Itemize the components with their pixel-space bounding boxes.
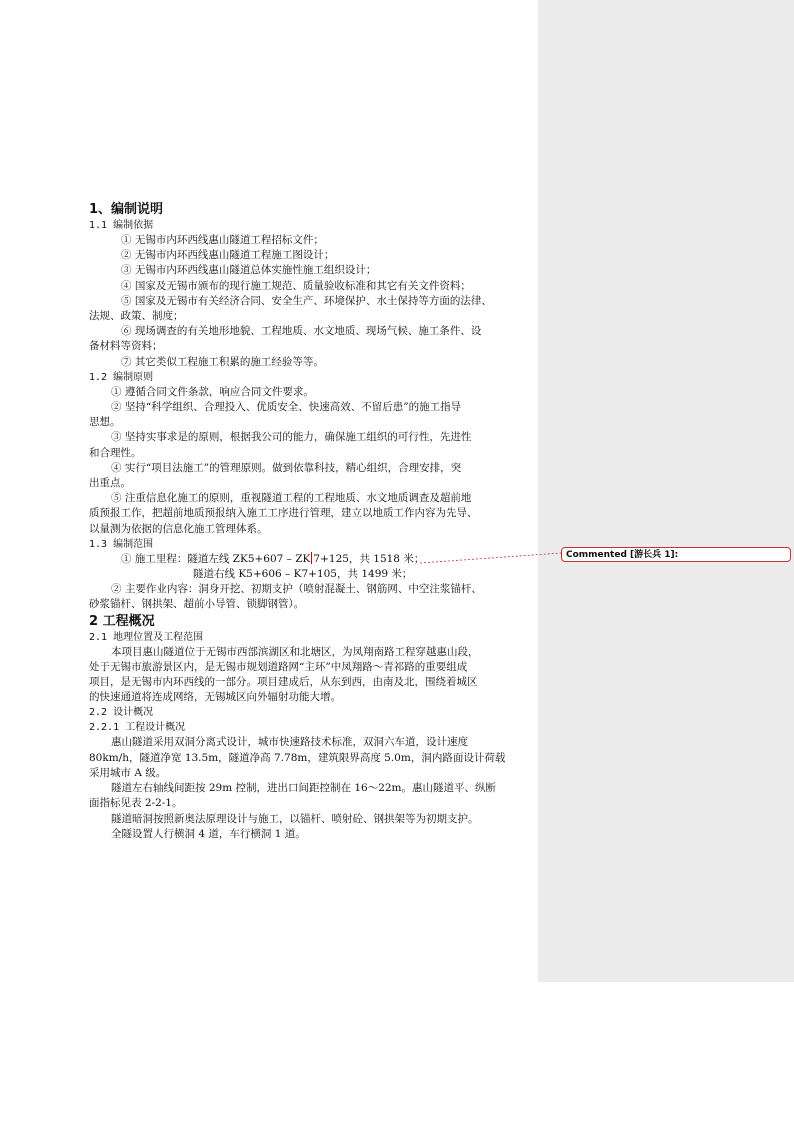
- comment-box[interactable]: [561, 547, 791, 562]
- basis-item: ③ 无锡市内环西线惠山隧道总体实施性施工组织设计；: [121, 264, 377, 277]
- location-paragraph-line: 的快速通道将连成网络，无锡城区向外辐射功能大增。: [89, 691, 341, 704]
- design-paragraph: 隧道暗洞按照新奥法原理设计与施工，以锚杆、喷射砼、钢拱架等为初期支护。: [111, 812, 479, 825]
- principle-item: ⑤ 注重信息化施工的原则，重视隧道工程的工程地质、水文地质调查及超前地: [111, 492, 472, 505]
- scope-right-line: 隧道右线 K5+606 – K7+105，共 1499 米；: [193, 568, 413, 581]
- document-body: [89, 201, 533, 842]
- principle-item-continued: 出重点。: [89, 477, 131, 490]
- basis-item: ④ 国家及无锡市颁布的现行施工规范、质量验收标准和其它有关文件资料；: [121, 279, 471, 292]
- scope-work-content: ② 主要作业内容：洞身开挖、初期支护（喷射混凝土、钢筋网、中空注浆锚杆、: [111, 583, 482, 596]
- basis-item: ⑦ 其它类似工程施工积累的施工经验等等。: [121, 355, 324, 368]
- heading-1-2: 1.2 编制原则: [89, 371, 154, 383]
- principle-item-continued: 以量测为依据的信息化施工管理体系。: [89, 522, 268, 535]
- design-paragraph-line: 80km/h，隧道净宽 13.5m，隧道净高 7.78m，建筑限界高度 5.0m，洞内路面设计荷载: [89, 751, 506, 764]
- scope-left-a: ① 施工里程：隧道左线 ZK5+607 – ZK: [121, 552, 311, 565]
- basis-item: ② 无锡市内环西线惠山隧道工程施工图设计；: [121, 249, 335, 262]
- principle-item-continued: 思想。: [89, 416, 121, 429]
- design-paragraph: 全隧设置人行横洞 4 道，车行横洞 1 道。: [111, 827, 306, 840]
- principle-item: ② 坚持“科学组织、合理投入、优质安全、快速高效、不留后患”的施工指导: [111, 401, 462, 414]
- basis-item: ① 无锡市内环西线惠山隧道工程招标文件；: [121, 234, 324, 246]
- heading-2-2-1: 2.2.1 工程设计概况: [89, 722, 186, 734]
- design-paragraph: 隧道左右轴线间距按 29m 控制，进出口间距控制在 16～22m。惠山隧道平、纵断: [111, 782, 497, 795]
- basis-item: ⑥ 现场调查的有关地形地貌、工程地质、水文地质、现场气候、施工条件、设: [121, 325, 482, 338]
- location-paragraph-line: 处于无锡市旅游景区内，是无锡市规划道路网“主环”中凤翔路～青祁路的重要组成: [89, 660, 468, 673]
- heading-1: 1、编制说明: [89, 202, 164, 217]
- location-paragraph-line: 项目，是无锡市内环西线的一部分。项目建成后，从东到西，由南及北，围绕着城区: [89, 676, 478, 689]
- scope-left-line: [89, 552, 533, 567]
- principle-item-continued: 质预报工作，把超前地质预报纳入施工工序进行管理，建立以地质工作内容为先导、: [89, 507, 478, 520]
- design-paragraph: 惠山隧道采用双洞分离式设计，城市快速路技术标准，双洞六车道，设计速度: [111, 736, 468, 749]
- heading-1-1: 1.1 编制依据: [89, 220, 154, 231]
- design-paragraph-line: 面指标见表 2-2-1。: [89, 797, 183, 810]
- comment-author: 游长兵 1]:: [634, 550, 679, 560]
- heading-2: 2 工程概况: [89, 613, 155, 629]
- principle-item-continued: 和合理性。: [89, 446, 142, 459]
- heading-1-3: 1.3 编制范围: [89, 538, 154, 550]
- basis-item-continued: 法规、政策、制度；: [89, 310, 184, 323]
- heading-2-2: 2.2 设计概况: [89, 707, 154, 719]
- basis-item: ⑤ 国家及无锡市有关经济合同、安全生产、环境保护、水土保持等方面的法律、: [121, 294, 492, 307]
- basis-item-continued: 备材料等资料；: [89, 340, 163, 353]
- design-paragraph-line: 采用城市 A 级。: [89, 766, 167, 779]
- scope-left-b: 7+125，共 1518 米；: [313, 552, 425, 565]
- heading-2-1: 2.1 地理位置及工程范围: [89, 631, 204, 643]
- principle-item: ④ 实行“项目法施工”的管理原则。做到依靠科技，精心组织，合理安排，突: [111, 461, 462, 474]
- scope-work-content-continued: 砂浆锚杆、钢拱架、超前小导管、锁脚钢管）。: [89, 598, 305, 611]
- principle-item: ③ 坚持实事求是的原则，根据我公司的能力，确保施工组织的可行性，先进性: [111, 431, 472, 444]
- comment-label: Commented [: [566, 550, 635, 560]
- principle-item: ① 遵循合同文件条款，响应合同文件要求。: [111, 385, 314, 398]
- location-paragraph: 本项目惠山隧道位于无锡市西部滨湖区和北塘区，为凤翔南路工程穿越惠山段，: [111, 645, 479, 658]
